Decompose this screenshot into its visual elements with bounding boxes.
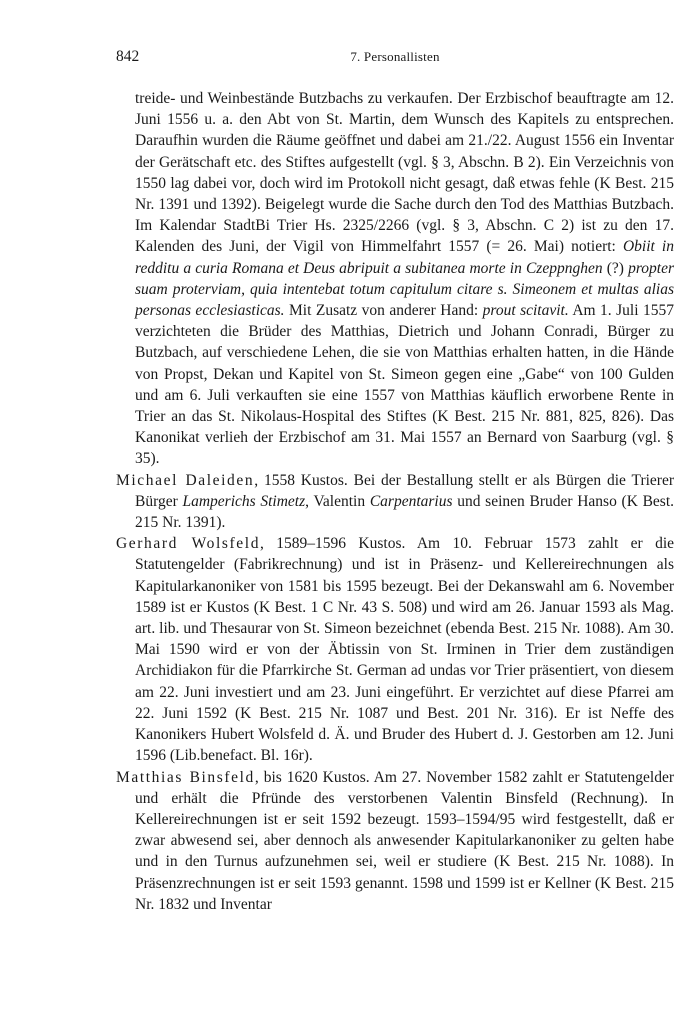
- entry-name: Matthias Binsfeld: [116, 768, 255, 786]
- running-head: 7. Personallisten: [350, 49, 440, 64]
- entry-gerhard-wolsfeld: Gerhard Wolsfeld, 1589–1596 Kustos. Am 10. Februar 1573 zahlt er die Statutengelder (Fabrikrechnung) und ist in Präsenz- und Kellereirechnungen als Kapitularkanoniker von 1581 bis 1595 bezeugt. Bei der Dekanswahl am 6. November 1589 ist er Kustos (K Best. 1 C Nr. 43 S. 508) und wird am 26. Januar 1593 als Mag. art. lib. und Thesaurar von St. Simeon bezeichnet (ebenda Best. 215 Nr. 1088). Am 30. Mai 1590 wird er von der Äbtissin von St. Irminen in Trier dem zuständigen Archidiakon für die Pfarrkirche St. German ad undas vor Trier präsentiert, von diesem am 22. Juni investiert und am 23. Juni eingeführt. Er verzichtet auf diese Pfarrei am 22. Juni 1592 (K Best. 215 Nr. 1087 und Best. 201 Nr. 316). Er ist Neffe des Kanonikers Hubert Wolsfeld d. Ä. und Bruder des Hubert d. J. Gestorben am 12. Juni 1596 (Lib.benefact. Bl. 16r).: [116, 535, 675, 765]
- page-header: [116, 48, 674, 72]
- italic-name: Lamperichs Stimetz: [182, 492, 306, 510]
- latin-quote: prout scitavit.: [482, 302, 569, 320]
- continuation-paragraph: treide- und Weinbestände Butzbachs zu verkaufen. Der Erzbischof beauftragte am 12. Juni 1556 u. a. den Abt von St. Martin, dem Wunsch des Kapitels zu entsprechen. Daraufhin wurden die Räume geöffnet und dabei am 21./22. August 1556 ein Inventar der Gerätschaft etc. des Stiftes aufgestellt (vgl. § 3, Abschn. B 2). Ein Verzeichnis von 1550 lag dabei vor, doch wird im Protokoll nicht gesagt, daß etwas fehle (K Best. 215 Nr. 1391 und 1392). Beigelegt wurde die Sache durch den Tod des Matthias Butzbach. Im Kalendar StadtBi Trier Hs. 2325/2266 (vgl. § 3, Abschn. C 2) ist zu den 17. Kalenden des Juni, der Vigil von Himmelfahrt 1557 (= 26. Mai) notiert: Obiit in redditu a curia Romana et Deus abripuit a subitanea morte in Czeppnghen (?) propter suam proterviam, quia intentebat totum capitulum citare s. Simeonem et multas alias personas ecclesiasticas. Mit Zusatz von anderer Hand: prout scitavit. Am 1. Juli 1557 verzichteten die Brüder des Matthias, Dietrich und Johann Conradi, Bürger zu Butzbach, auf verschiedene Lehen, die sie von Matthias erhalten hatten, in die Hände von Propst, Dekan und Kapitel von St. Simeon gegen eine „Gabe“ von 100 Gulden und am 6. Juli verkauften sie eine 1557 von Matthias käuflich erworbene Rente in Trier an das St. Nikolaus-Hospital des Stiftes (K Best. 215 Nr. 881, 825, 826). Das Kanonikat verlieh der Erzbischof am 31. Mai 1557 an Bernard von Saarburg (vgl. § 35).: [135, 90, 675, 468]
- page-body: [116, 88, 674, 915]
- latin-quote: propter suam proterviam, quia intentebat totum capitulum citare s. Simeonem et multas alias personas ecclesiasticas.: [135, 259, 675, 320]
- entry-matthias-binsfeld: Matthias Binsfeld, bis 1620 Kustos. Am 27. November 1582 zahlt er Statutengelder und erhält die Pfründe des verstorbenen Valentin Binsfeld (Rechnung). In Kellereirechnungen ist er seit 1592 bezeugt. 1593–1594/95 wird festgestellt, daß er zwar abwesend sei, aber dennoch als anwesender Kapitularkanoniker zu gelten habe und in den Turnus aufzunehmen sei, weil er studiere (K Best. 215 Nr. 1088). In Präsenzrechnungen ist er seit 1593 genannt. 1598 und 1599 ist er Kellner (K Best. 215 Nr. 1832 und Inventar: [116, 768, 674, 913]
- entry-name: Michael Daleiden: [116, 471, 255, 489]
- italic-name: Carpentarius: [369, 492, 453, 510]
- entry-michael-daleiden: Michael Daleiden, 1558 Kustos. Bei der Bestallung stellt er als Bürgen die Trierer Bürger Lamperichs Stimetz, Valentin Carpentarius und seinen Bruder Hanso (K Best. 215 Nr. 1391).: [116, 471, 675, 532]
- page-number: 842: [116, 48, 140, 65]
- latin-quote: Obiit in redditu a curia Romana et Deus abripuit a subitanea morte in Czeppnghen: [135, 238, 674, 277]
- entry-name: Gerhard Wolsfeld: [116, 535, 261, 553]
